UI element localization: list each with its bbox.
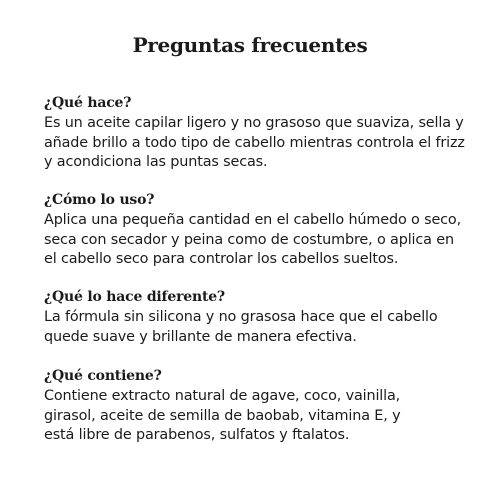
faq-item-que-lo-hace-diferente: [44, 287, 494, 347]
faq-answer: [44, 211, 494, 270]
answer-line: y acondiciona las puntas secas.: [44, 154, 268, 170]
faq-item-como-lo-uso: [44, 190, 494, 270]
faq-question: ¿Qué hace?: [44, 95, 132, 111]
page-title: Preguntas frecuentes: [132, 33, 368, 57]
faq-question: ¿Qué contiene?: [44, 368, 162, 384]
answer-line: Contiene extracto natural de agave, coco, vainilla,: [44, 388, 401, 404]
faq-question: ¿Cómo lo uso?: [44, 192, 155, 208]
answer-line: Aplica una pequeña cantidad en el cabello húmedo o seco,: [44, 212, 461, 228]
answer-line: seca con secador y peina como de costumbre, o aplica en: [44, 231, 454, 248]
answer-line: quede suave y brillante de manera efectiva.: [44, 328, 357, 345]
answer-line: Es un aceite capilar ligero y no grasoso que suaviza, sella y: [44, 115, 464, 131]
answer-line: el cabello seco para controlar los cabellos sueltos.: [44, 251, 399, 267]
answer-line: está libre de parabenos, sulfatos y ftalatos.: [44, 427, 350, 443]
faq-answer: [44, 387, 494, 446]
faq-question: ¿Qué lo hace diferente?: [44, 289, 225, 305]
faq-answer: [44, 114, 494, 173]
faq-item-que-contiene: [44, 366, 494, 446]
faq-answer: [44, 308, 494, 347]
answer-line: girasol, aceite de semilla de baobab, vitamina E, y: [44, 407, 401, 424]
answer-line: añade brillo a todo tipo de cabello mientras controla el frizz: [44, 134, 465, 151]
answer-line: La fórmula sin silicona y no grasosa hace que el cabello: [44, 309, 438, 325]
faq-item-que-hace: [44, 93, 494, 173]
